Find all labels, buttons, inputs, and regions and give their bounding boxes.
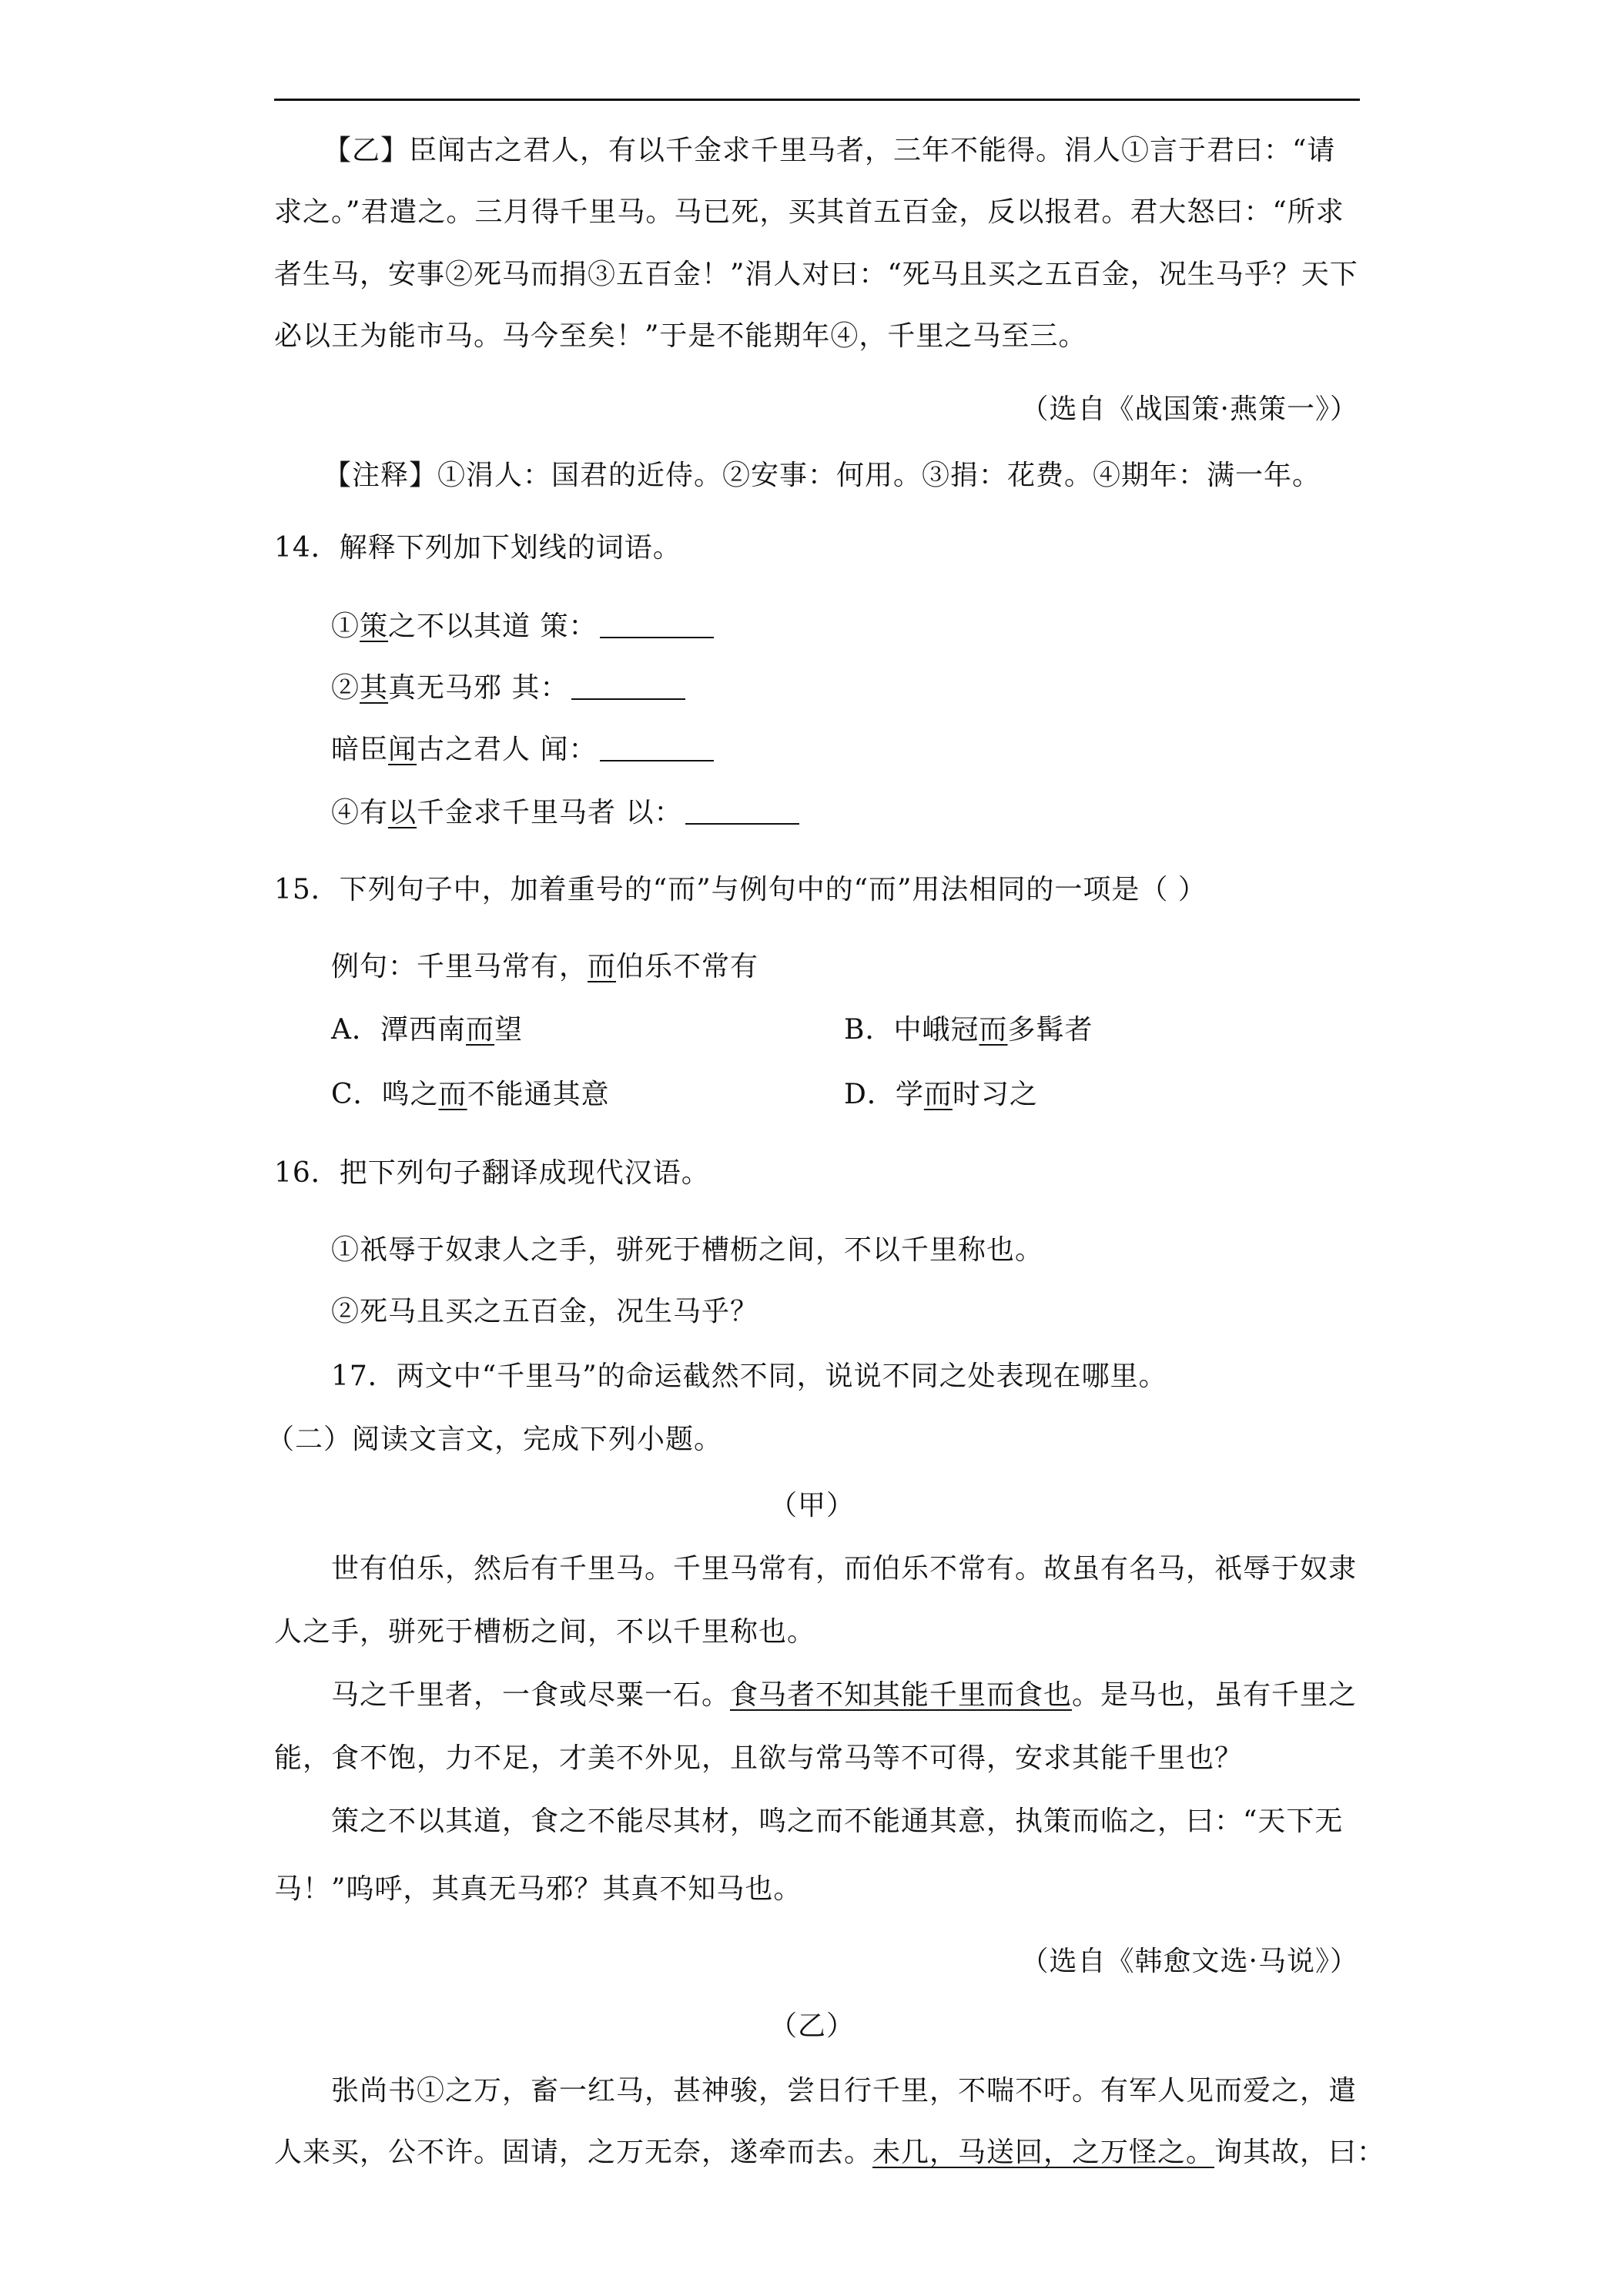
yi-line-4: 必以王为能市马。马今至矣！”于是不能期年④，千里之马至三。 <box>274 320 1087 352</box>
section2-heading: （二）阅读文言文，完成下列小题。 <box>266 1424 723 1455</box>
q15-example-underlined: 而 <box>588 951 617 982</box>
jia-p3-line-1: 策之不以其道，食之不能尽其材，鸣之而不能通其意，执策而临之，曰：“天下无 <box>331 1806 1344 1837</box>
yi-p1-line-1: 张尚书①之万，畜一红马，甚神骏，尝日行千里，不喘不吁。有军人见而爱之，遣 <box>331 2075 1358 2107</box>
q15-example <box>331 949 758 986</box>
q15-option-c[interactable] <box>331 1076 610 1113</box>
q14-item-4-underlined: 以 <box>388 797 417 828</box>
q14-item-1-blank[interactable] <box>600 611 714 638</box>
jia-p2-suffix: 。是马也，虽有千里之 <box>1072 1679 1358 1711</box>
q14-item-4-prefix: ④有 <box>331 797 389 828</box>
q15-option-b-underlined: 而 <box>979 1014 1008 1046</box>
jia-p3-line-2: 马！”呜呼，其真无马邪？其真不知马也。 <box>274 1873 802 1905</box>
q14-item-3 <box>331 731 714 768</box>
q14-item-1-prefix: ① <box>331 611 360 642</box>
q15-option-d-prefix: D．学 <box>844 1079 924 1110</box>
q14-item-4-blank[interactable] <box>685 797 799 825</box>
q14-item-2-prefix: ② <box>331 672 360 704</box>
jia-p2-prefix: 马之千里者，一食或尽粟一石。 <box>331 1679 731 1711</box>
q15-example-prefix: 例句：千里马常有， <box>331 951 588 982</box>
q14-item-1-text: 之不以其道 策： <box>388 611 598 642</box>
q15-option-b-text: 多髯者 <box>1007 1014 1093 1046</box>
yi-source: （选自《战国策·燕策一》） <box>1020 393 1358 425</box>
q15-example-text: 伯乐不常有 <box>616 951 759 982</box>
q15-option-a-prefix: A．潭西南 <box>331 1014 466 1046</box>
yi-line-3: 者生马，安事②死马而捐③五百金！”涓人对曰：“死马且买之五百金，况生马乎？天下 <box>274 259 1358 290</box>
q14-item-2-underlined: 其 <box>360 672 389 704</box>
q14-item-2-text: 真无马邪 其： <box>388 672 569 704</box>
jia-title: （甲） <box>768 1490 855 1521</box>
yi-notes: 【注释】①涓人：国君的近侍。②安事：何用。③捐：花费。④期年：满一年。 <box>323 460 1321 491</box>
q16-stem: 16．把下列句子翻译成现代汉语。 <box>274 1157 710 1189</box>
yi-p1-line-2 <box>274 2134 1385 2171</box>
yi-p1-suffix: 询其故，曰： <box>1214 2137 1386 2168</box>
q14-item-3-text: 古之君人 闻： <box>417 734 598 765</box>
jia-p2-underlined: 食马者不知其能千里而食也 <box>730 1679 1073 1711</box>
q14-item-4-text: 千金求千里马者 以： <box>417 797 683 828</box>
q14-item-3-prefix: 暗臣 <box>331 734 389 765</box>
q15-stem: 15．下列句子中，加着重号的“而”与例句中的“而”用法相同的一项是（ ） <box>274 874 1207 905</box>
jia-p1-line-1: 世有伯乐，然后有千里马。千里马常有，而伯乐不常有。故虽有名马，祇辱于奴隶 <box>331 1553 1358 1585</box>
q15-option-d[interactable] <box>844 1076 1038 1113</box>
yi-p1-underlined: 未几，马送回，之万怪之。 <box>872 2137 1215 2168</box>
jia-p2-line-1 <box>331 1677 1357 1714</box>
q16-item-1: ①祇辱于奴隶人之手，骈死于槽枥之间，不以千里称也。 <box>331 1234 1044 1266</box>
q15-option-d-underlined: 而 <box>923 1079 953 1110</box>
q15-option-b[interactable] <box>844 1012 1093 1049</box>
q15-option-c-underlined: 而 <box>438 1079 467 1110</box>
q14-item-4 <box>331 795 799 832</box>
q14-item-2 <box>331 670 685 707</box>
q15-option-c-prefix: C．鸣之 <box>331 1079 439 1110</box>
yi-title: （乙） <box>768 2010 855 2042</box>
q16-item-2: ②死马且买之五百金，况生马乎？ <box>331 1296 759 1327</box>
q15-option-a[interactable] <box>331 1012 523 1049</box>
q14-item-2-blank[interactable] <box>571 672 685 700</box>
q14-item-3-blank[interactable] <box>600 734 714 761</box>
q15-option-c-text: 不能通其意 <box>467 1079 610 1110</box>
q17-stem: 17．两文中“千里马”的命运截然不同，说说不同之处表现在哪里。 <box>331 1361 1167 1392</box>
q14-item-1 <box>331 608 714 645</box>
yi-line-2: 求之。”君遣之。三月得千里马。马已死，买其首五百金，反以报君。君大怒曰：“所求 <box>274 196 1344 228</box>
q14-item-1-underlined: 策 <box>360 611 389 642</box>
q15-option-b-prefix: B．中峨冠 <box>844 1014 979 1046</box>
yi-line-1: 【乙】臣闻古之君人，有以千金求千里马者，三年不能得。涓人①言于君曰：“请 <box>323 135 1336 166</box>
q15-option-a-text: 望 <box>494 1014 524 1046</box>
q15-option-a-underlined: 而 <box>466 1014 495 1046</box>
jia-p1-line-2: 人之手，骈死于槽枥之间，不以千里称也。 <box>274 1616 816 1648</box>
yi-p1-prefix: 人来买，公不许。固请，之万无奈，遂牵而去。 <box>274 2137 873 2168</box>
q14-stem: 14．解释下列加下划线的词语。 <box>274 532 681 564</box>
top-rule <box>274 99 1360 101</box>
jia-p2-line-2: 能，食不饱，力不足，才美不外见，且欲与常马等不可得，安求其能千里也？ <box>274 1742 1244 1774</box>
q15-option-d-text: 时习之 <box>952 1079 1038 1110</box>
jia-source: （选自《韩愈文选·马说》） <box>1020 1946 1358 1977</box>
q14-item-3-underlined: 闻 <box>388 734 417 765</box>
